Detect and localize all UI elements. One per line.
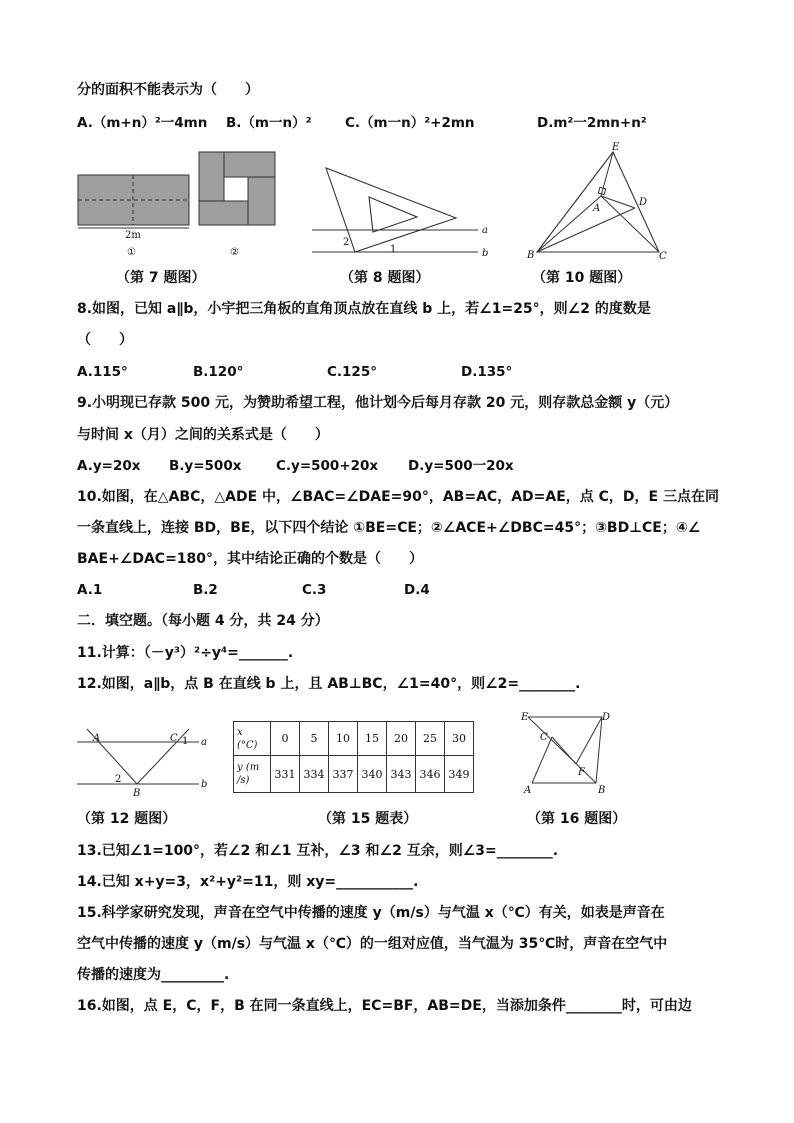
q7-option-c: C.（m一n）²+2mn [345, 115, 475, 131]
fig12-label-a: A [93, 733, 101, 744]
fig12-angle-1: 1 [182, 736, 189, 747]
fig16-label-b: B [598, 785, 606, 796]
table-cell: 25 [416, 722, 445, 756]
fig8-triangle-inner [369, 197, 417, 232]
q8-option-d: D.135° [461, 364, 513, 380]
q16: 16.如图，点 E，C，F，B 在同一条直线上，EC=BF，AB=DE，当添加条件________时，可由边 [77, 998, 692, 1014]
table-15 [233, 721, 474, 793]
table-header-x-var: x [237, 726, 243, 738]
q9-line2: 与时间 x（月）之间的关系式是（ ） [77, 427, 329, 443]
fig8-label-b: b [482, 248, 489, 259]
q7-option-b: B.（m一n）² [226, 115, 312, 131]
table-header-y [234, 756, 271, 793]
table-cell: 15 [358, 722, 387, 756]
table-cell: 334 [300, 756, 329, 793]
q15-line3: 传播的速度为_________. [77, 967, 230, 983]
figure-10 [525, 138, 675, 263]
fig16-seg-ac [532, 737, 552, 783]
fig10-seg-ba [537, 196, 601, 252]
fig16-label-a: A [524, 785, 532, 796]
fig12-angle-2: 2 [115, 774, 122, 785]
table-header-x-unit: (°C) [237, 739, 258, 751]
q10-option-a: A.1 [77, 582, 103, 598]
q15-line2: 空气中传播的速度 y（m/s）与气温 x（℃）的一组对应值，当气温为 35℃时，声音在空气中 [77, 936, 668, 952]
table-cell: 346 [416, 756, 445, 793]
fig10-label-e: E [612, 142, 620, 153]
table-cell: 0 [271, 722, 300, 756]
q7-stem-end: 分的面积不能表示为（ ） [77, 82, 259, 98]
table-cell: 5 [300, 722, 329, 756]
fig7-mark-1: ① [127, 247, 136, 258]
q9-option-a: A.y=20x [77, 458, 141, 474]
fig8-label-a: a [482, 225, 488, 236]
q9-option-c: C.y=500+20x [276, 458, 379, 474]
q9-option-b: B.y=500x [169, 458, 242, 474]
fig16-label-c: C [540, 732, 548, 743]
fig16-seg-cf [552, 737, 576, 764]
fig10-seg-bd [537, 208, 635, 252]
fig10-seg-ae [601, 152, 613, 196]
table-cell: 20 [387, 722, 416, 756]
q10-line2: 一条直线上，连接 BD，BE，以下四个结论 ①BE=CE；②∠ACE+∠DBC=45°；③BD⊥CE；④∠ [77, 520, 701, 536]
figure-12 [75, 728, 215, 798]
fig8-angle-2: 2 [343, 237, 350, 248]
q14: 14.已知 x+y=3，x²+y²=11，则 xy=___________. [77, 874, 419, 890]
q10-option-c: C.3 [302, 582, 327, 598]
table-row-y [234, 756, 474, 793]
fig16-label-d: D [602, 712, 611, 723]
table-cell: 349 [445, 756, 474, 793]
q8-option-a: A.115° [77, 364, 128, 380]
table-cell: 30 [445, 722, 474, 756]
table-cell: 343 [387, 756, 416, 793]
fig12-label-b: B [133, 788, 141, 799]
fig10-label-b: B [527, 250, 535, 261]
figure-16 [518, 708, 618, 798]
fig10-seg-ad [601, 196, 635, 208]
q9-option-d: D.y=500一20x [408, 458, 514, 474]
fig12-label-line-b: b [201, 779, 208, 790]
fig8-angle-1: 1 [390, 244, 397, 255]
table-cell: 10 [329, 722, 358, 756]
q7-option-a: A.（m+n）²一4mn [77, 115, 208, 131]
q10-line3: BAE+∠DAC=180°，其中结论正确的个数是（ ） [77, 551, 424, 567]
caption-fig8: （第 8 题图） [340, 270, 430, 286]
fig10-label-c: C [659, 251, 667, 262]
table-cell: 331 [271, 756, 300, 793]
q12: 12.如图，a∥b，点 B 在直线 b 上，且 AB⊥BC，∠1=40°，则∠2=________. [77, 676, 581, 692]
table-header-x [234, 722, 271, 756]
q7-option-d: D.m²一2mn+n² [537, 115, 647, 131]
table-header-y-unit: /s) [237, 775, 250, 786]
q10-line1: 10.如图，在△ABC，△ADE 中，∠BAC=∠DAE=90°，AB=AC，AD=AE，点 C，D，E 三点在同 [77, 489, 719, 505]
q10-option-b: B.2 [193, 582, 218, 598]
fig12-label-line-a: a [201, 737, 207, 748]
fig16-seg-eb [528, 717, 596, 783]
fig7-mark-2: ② [230, 247, 239, 258]
q8-option-c: C.125° [327, 364, 377, 380]
caption-fig10: （第 10 题图） [532, 270, 632, 286]
caption-table15: （第 15 题表） [318, 811, 418, 827]
q8-line2: （ ） [77, 332, 133, 348]
q9-line1: 9.小明现已存款 500 元，为赞助希望工程，他计划今后每月存款 20 元，则存款总金额 y（元） [77, 395, 679, 411]
fig16-label-f: F [578, 767, 585, 778]
section-2-heading: 二．填空题。（每小题 4 分，共 24 分） [77, 613, 329, 629]
q10-option-d: D.4 [404, 582, 430, 598]
table-header-y-var: y (m [237, 762, 260, 773]
q11: 11.计算：（－y³）²÷y⁴=_______. [77, 645, 294, 661]
fig10-label-d: D [639, 197, 648, 208]
figure-7 [70, 145, 280, 260]
fig16-label-e: E [521, 712, 529, 723]
table-cell: 337 [329, 756, 358, 793]
table-row-x [234, 722, 474, 756]
caption-fig12: （第 12 题图） [77, 811, 177, 827]
fig7-inner-hole [224, 177, 248, 201]
fig10-label-a: A [593, 203, 601, 214]
fig12-label-c: C [170, 733, 178, 744]
table-cell: 340 [358, 756, 387, 793]
figure-8 [300, 160, 500, 260]
fig10-seg-ac [601, 196, 659, 252]
q13: 13.已知∠1=100°，若∠2 和∠1 互补，∠3 和∠2 互余，则∠3=________. [77, 843, 559, 859]
q8-option-b: B.120° [193, 364, 244, 380]
fig7-width-label: 2m [125, 230, 141, 241]
q15-line1: 15.科学家研究发现，声音在空气中传播的速度 y（m/s）与气温 x（℃）有关，如表是声音在 [77, 905, 665, 921]
caption-fig7: （第 7 题图） [116, 270, 206, 286]
q8-line1: 8.如图，已知 a∥b，小宇把三角板的直角顶点放在直线 b 上，若∠1=25°，则∠2 的度数是 [77, 301, 651, 317]
caption-fig16: （第 16 题图） [527, 811, 627, 827]
